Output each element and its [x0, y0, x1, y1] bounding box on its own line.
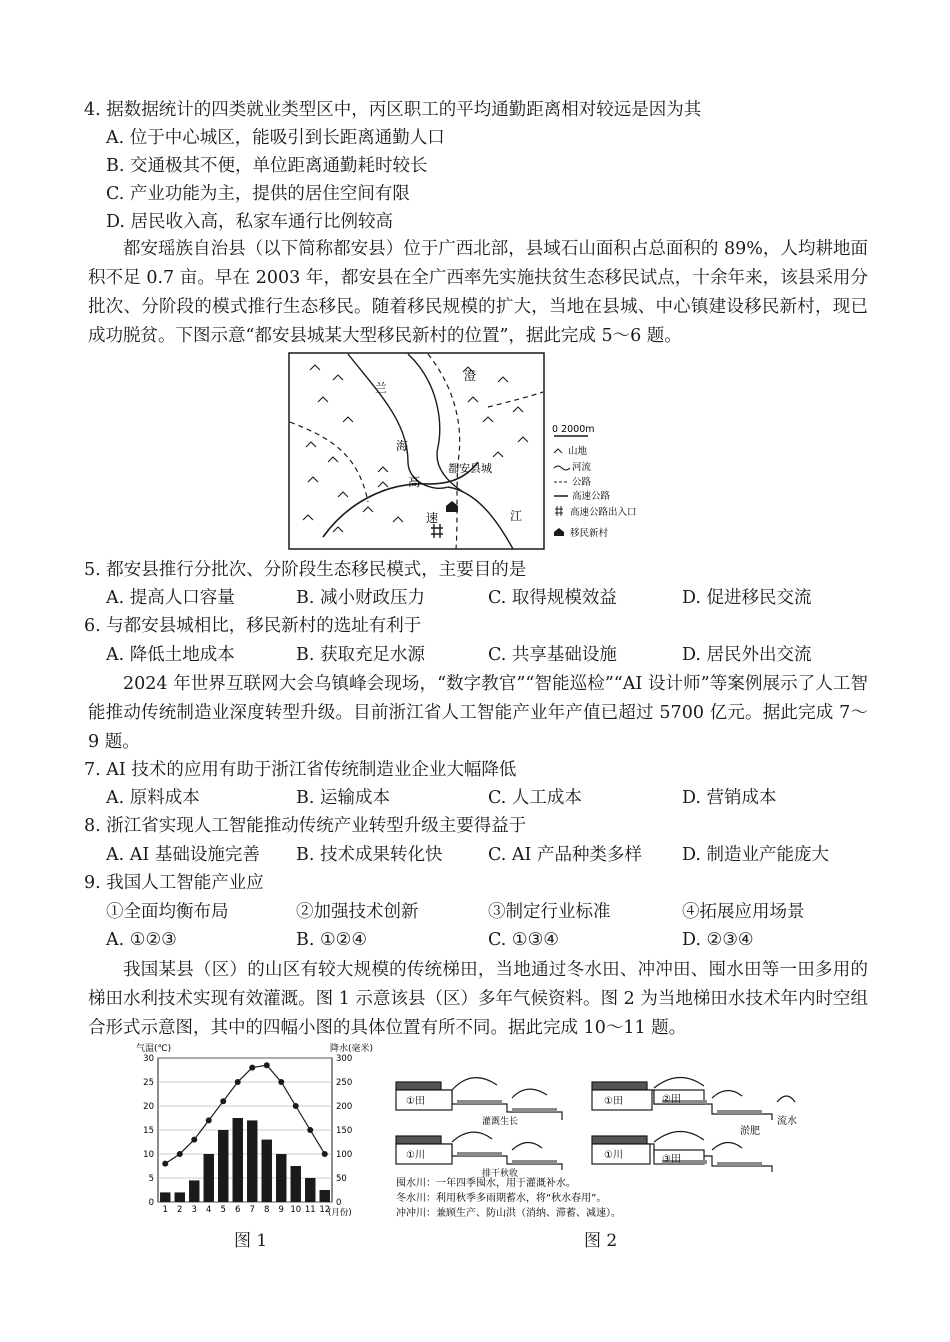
q6-option-d: D. 居民外出交流: [682, 645, 812, 665]
q8-option-d: D. 制造业产能庞大: [682, 845, 830, 865]
q4-option-a: A. 位于中心城区，能吸引到长距离通勤人口: [106, 128, 445, 148]
q5-option-d: D. 促进移民交流: [682, 588, 812, 608]
q8-option-c: C. AI 产品种类多样: [488, 845, 643, 865]
q9-option-a: A. ①②③: [106, 930, 177, 950]
map-label-county: 都安县城: [448, 462, 492, 475]
left-tick-label: 20: [143, 1102, 154, 1112]
q4-option-d: D. 居民收入高，私家车通行比例较高: [106, 212, 394, 232]
q5-option-b: B. 减小财政压力: [296, 588, 425, 608]
map-scale: 0 2000m: [552, 424, 595, 435]
precip-bar: [160, 1192, 170, 1202]
temperature-point: [307, 1127, 313, 1133]
month-tick-label: 10: [290, 1205, 302, 1215]
q7-option-a: A. 原料成本: [106, 788, 200, 808]
map-label-hai: 海: [396, 439, 409, 453]
month-tick-label: 9: [278, 1205, 284, 1215]
passage-ai: 2024 年世界互联网大会乌镇峰会现场，“数字教官”“智能巡检”“AI 设计师”等案例展示了人工智能推动传统制造业深度转型升级。目前浙江省人工智能产业年产值已超过 5700 亿元。据此完成 7～9 题。: [88, 674, 868, 752]
temperature-point: [206, 1117, 212, 1123]
temperature-point: [220, 1098, 226, 1104]
expressway-exit-icon: [431, 524, 443, 538]
legend-mountain: 山地: [568, 446, 588, 457]
q5-option-c: C. 取得规模效益: [488, 588, 617, 608]
month-tick-label: 8: [264, 1205, 270, 1215]
q9-item-2: ②加强技术创新: [296, 902, 419, 922]
panel3-field-label: ①川: [406, 1150, 425, 1161]
month-tick-label: 5: [220, 1205, 226, 1215]
map-label-jiang: 江: [510, 509, 523, 523]
q7-option-b: B. 运输成本: [296, 788, 390, 808]
q7-stem: 7. AI 技术的应用有助于浙江省传统制造业企业大幅降低: [84, 760, 517, 780]
q8-option-a: A. AI 基础设施完善: [106, 845, 260, 865]
panel4-field1-label: ①川: [604, 1150, 623, 1161]
panel3-action-label: 排干秋收: [482, 1169, 519, 1179]
passage-terrace: 我国某县（区）的山区有较大规模的传统梯田，当地通过冬水田、冲冲田、囤水田等一田多用的梯田水利技术实现有效灌溉。图 1 示意该县（区）多年气候资料。图 2 为当地梯田水技术年内时空组合形式示意图，其中的四幅小图的具体位置有所不同。据此完成 10～11 题。: [88, 960, 868, 1038]
q5-stem: 5. 都安县推行分批次、分阶段生态移民模式，主要目的是: [84, 560, 527, 580]
left-axis-label: 气温(℃): [136, 1044, 172, 1054]
left-tick-label: 15: [143, 1126, 154, 1136]
q5-option-a: A. 提高人口容量: [106, 588, 235, 608]
month-tick-label: 12: [319, 1205, 331, 1215]
temperature-point: [177, 1151, 183, 1157]
panel2-field2-label: ②田: [662, 1094, 681, 1105]
month-tick-label: 6: [235, 1205, 241, 1215]
road-1: [290, 422, 368, 502]
q7-option-c: C. 人工成本: [488, 788, 582, 808]
month-tick-label: 1: [162, 1205, 168, 1215]
month-tick-label: 4: [206, 1205, 212, 1215]
left-tick-label: 25: [143, 1078, 154, 1088]
precip-bar: [276, 1154, 286, 1202]
road-3: [488, 392, 543, 407]
legend-road: 公路: [572, 477, 592, 488]
q6-option-c: C. 共享基础设施: [488, 645, 617, 665]
map-label-cheng: 澄: [464, 369, 477, 383]
precip-bar: [247, 1120, 257, 1202]
month-tick-label: 7: [249, 1205, 255, 1215]
q9-item-4: ④拓展应用场景: [682, 902, 805, 922]
left-tick-label: 30: [143, 1054, 154, 1064]
note-2: 冬水川：利用秋季多雨期蓄水，将“秋水春用”。: [396, 1193, 607, 1204]
q4-option-c: C. 产业功能为主，提供的居住空间有限: [106, 184, 410, 204]
right-tick-label: 50: [336, 1174, 347, 1184]
left-tick-label: 5: [148, 1174, 154, 1184]
precip-bar: [233, 1118, 243, 1202]
panel1-field-label: ①田: [406, 1096, 425, 1107]
precip-bar: [320, 1190, 330, 1202]
q4-option-b: B. 交通极其不便，单位距离通勤耗时较长: [106, 156, 428, 176]
temperature-point: [322, 1151, 328, 1157]
right-axis-label: 降水(毫米): [330, 1044, 374, 1054]
right-tick-label: 100: [336, 1150, 353, 1160]
terrace-diagram: [392, 1070, 812, 1220]
precip-bar: [262, 1140, 272, 1202]
map-label-gao: 高: [408, 475, 421, 489]
silt-fertilizer-label: 淤肥: [740, 1126, 760, 1137]
q8-option-b: B. 技术成果转化快: [296, 845, 443, 865]
legend-village: 移民新村: [570, 528, 609, 539]
q7-option-d: D. 营销成本: [682, 788, 777, 808]
temperature-point: [235, 1079, 241, 1085]
right-tick-label: 250: [336, 1078, 353, 1088]
temperature-point: [264, 1062, 270, 1068]
map-frame: [289, 353, 544, 549]
month-unit-label: (月份): [328, 1208, 352, 1218]
passage-duan: 都安瑶族自治县（以下简称都安县）位于广西北部，县域石山面积占总面积的 89%，人均耕地面积不足 0.7 亩。早在 2003 年，都安县在全广西率先实施扶贫生态移民试点，十余年来，该县采用分批次、分阶段的模式推行生态移民。随着移民规模的扩大，当地在县城、中心镇建设移民新村，现已成功脱贫。下图示意“都安县城某大型移民新村的位置”，据此完成 5～6 题。: [88, 239, 868, 346]
q9-option-b: B. ①②④: [296, 930, 368, 950]
temperature-point: [191, 1137, 197, 1143]
precip-bar: [291, 1166, 301, 1202]
fig1-caption: 图 1: [234, 1231, 268, 1251]
map-label-lan: 兰: [375, 381, 388, 395]
legend-river: 河流: [572, 462, 592, 473]
q4-stem: 4. 据数据统计的四类就业类型区中，丙区职工的平均通勤距离相对较远是因为其: [84, 100, 702, 120]
temperature-point: [162, 1161, 168, 1167]
month-tick-label: 3: [191, 1205, 197, 1215]
left-tick-label: 10: [143, 1150, 154, 1160]
fig2-caption: 图 2: [584, 1231, 618, 1251]
temperature-point: [278, 1079, 284, 1085]
q6-option-b: B. 获取充足水源: [296, 645, 425, 665]
month-tick-label: 11: [304, 1205, 316, 1215]
left-tick-label: 0: [148, 1198, 154, 1208]
q9-item-3: ③制定行业标准: [488, 902, 611, 922]
panel1-action-label: 灌溉生长: [482, 1117, 519, 1127]
q6-option-a: A. 降低土地成本: [106, 645, 235, 665]
panel4-field2-label: ③田: [662, 1154, 681, 1165]
q9-stem: 9. 我国人工智能产业应: [84, 873, 264, 893]
precip-bar: [305, 1178, 315, 1202]
panel2-field1-label: ①田: [604, 1096, 623, 1107]
q8-stem: 8. 浙江省实现人工智能推动传统产业转型升级主要得益于: [84, 816, 527, 836]
right-tick-label: 200: [336, 1102, 353, 1112]
precip-bar: [218, 1130, 228, 1202]
legend-expressway: 高速公路: [572, 491, 611, 502]
right-tick-label: 0: [336, 1198, 342, 1208]
climate-chart: [130, 1040, 380, 1225]
q9-item-1: ①全面均衡布局: [106, 902, 229, 922]
q9-option-d: D. ②③④: [682, 930, 754, 950]
right-tick-label: 150: [336, 1126, 353, 1136]
temperature-point: [249, 1065, 255, 1071]
q6-stem: 6. 与都安县城相比，移民新村的选址有利于: [84, 616, 422, 636]
flowing-water-label: 流水: [777, 1116, 797, 1127]
month-tick-label: 2: [177, 1205, 183, 1215]
precip-bar: [204, 1154, 214, 1202]
precip-bar: [175, 1192, 185, 1202]
map-label-su: 速: [426, 511, 439, 525]
new-village-icon: [446, 501, 458, 512]
duan-map: [288, 352, 678, 552]
q9-option-c: C. ①③④: [488, 930, 559, 950]
note-3: 冲冲川：兼顾生产、防山洪（消纳、滞蓄、减速）。: [396, 1208, 621, 1219]
right-tick-label: 300: [336, 1054, 353, 1064]
note-1: 囤水川：一年四季囤水，用于灌溉补水。: [396, 1178, 576, 1189]
legend-exit: 高速公路出入口: [570, 507, 637, 518]
temperature-line: [165, 1065, 325, 1163]
temperature-point: [293, 1103, 299, 1109]
mountain-icons: [303, 365, 528, 532]
precip-bar: [189, 1180, 199, 1202]
